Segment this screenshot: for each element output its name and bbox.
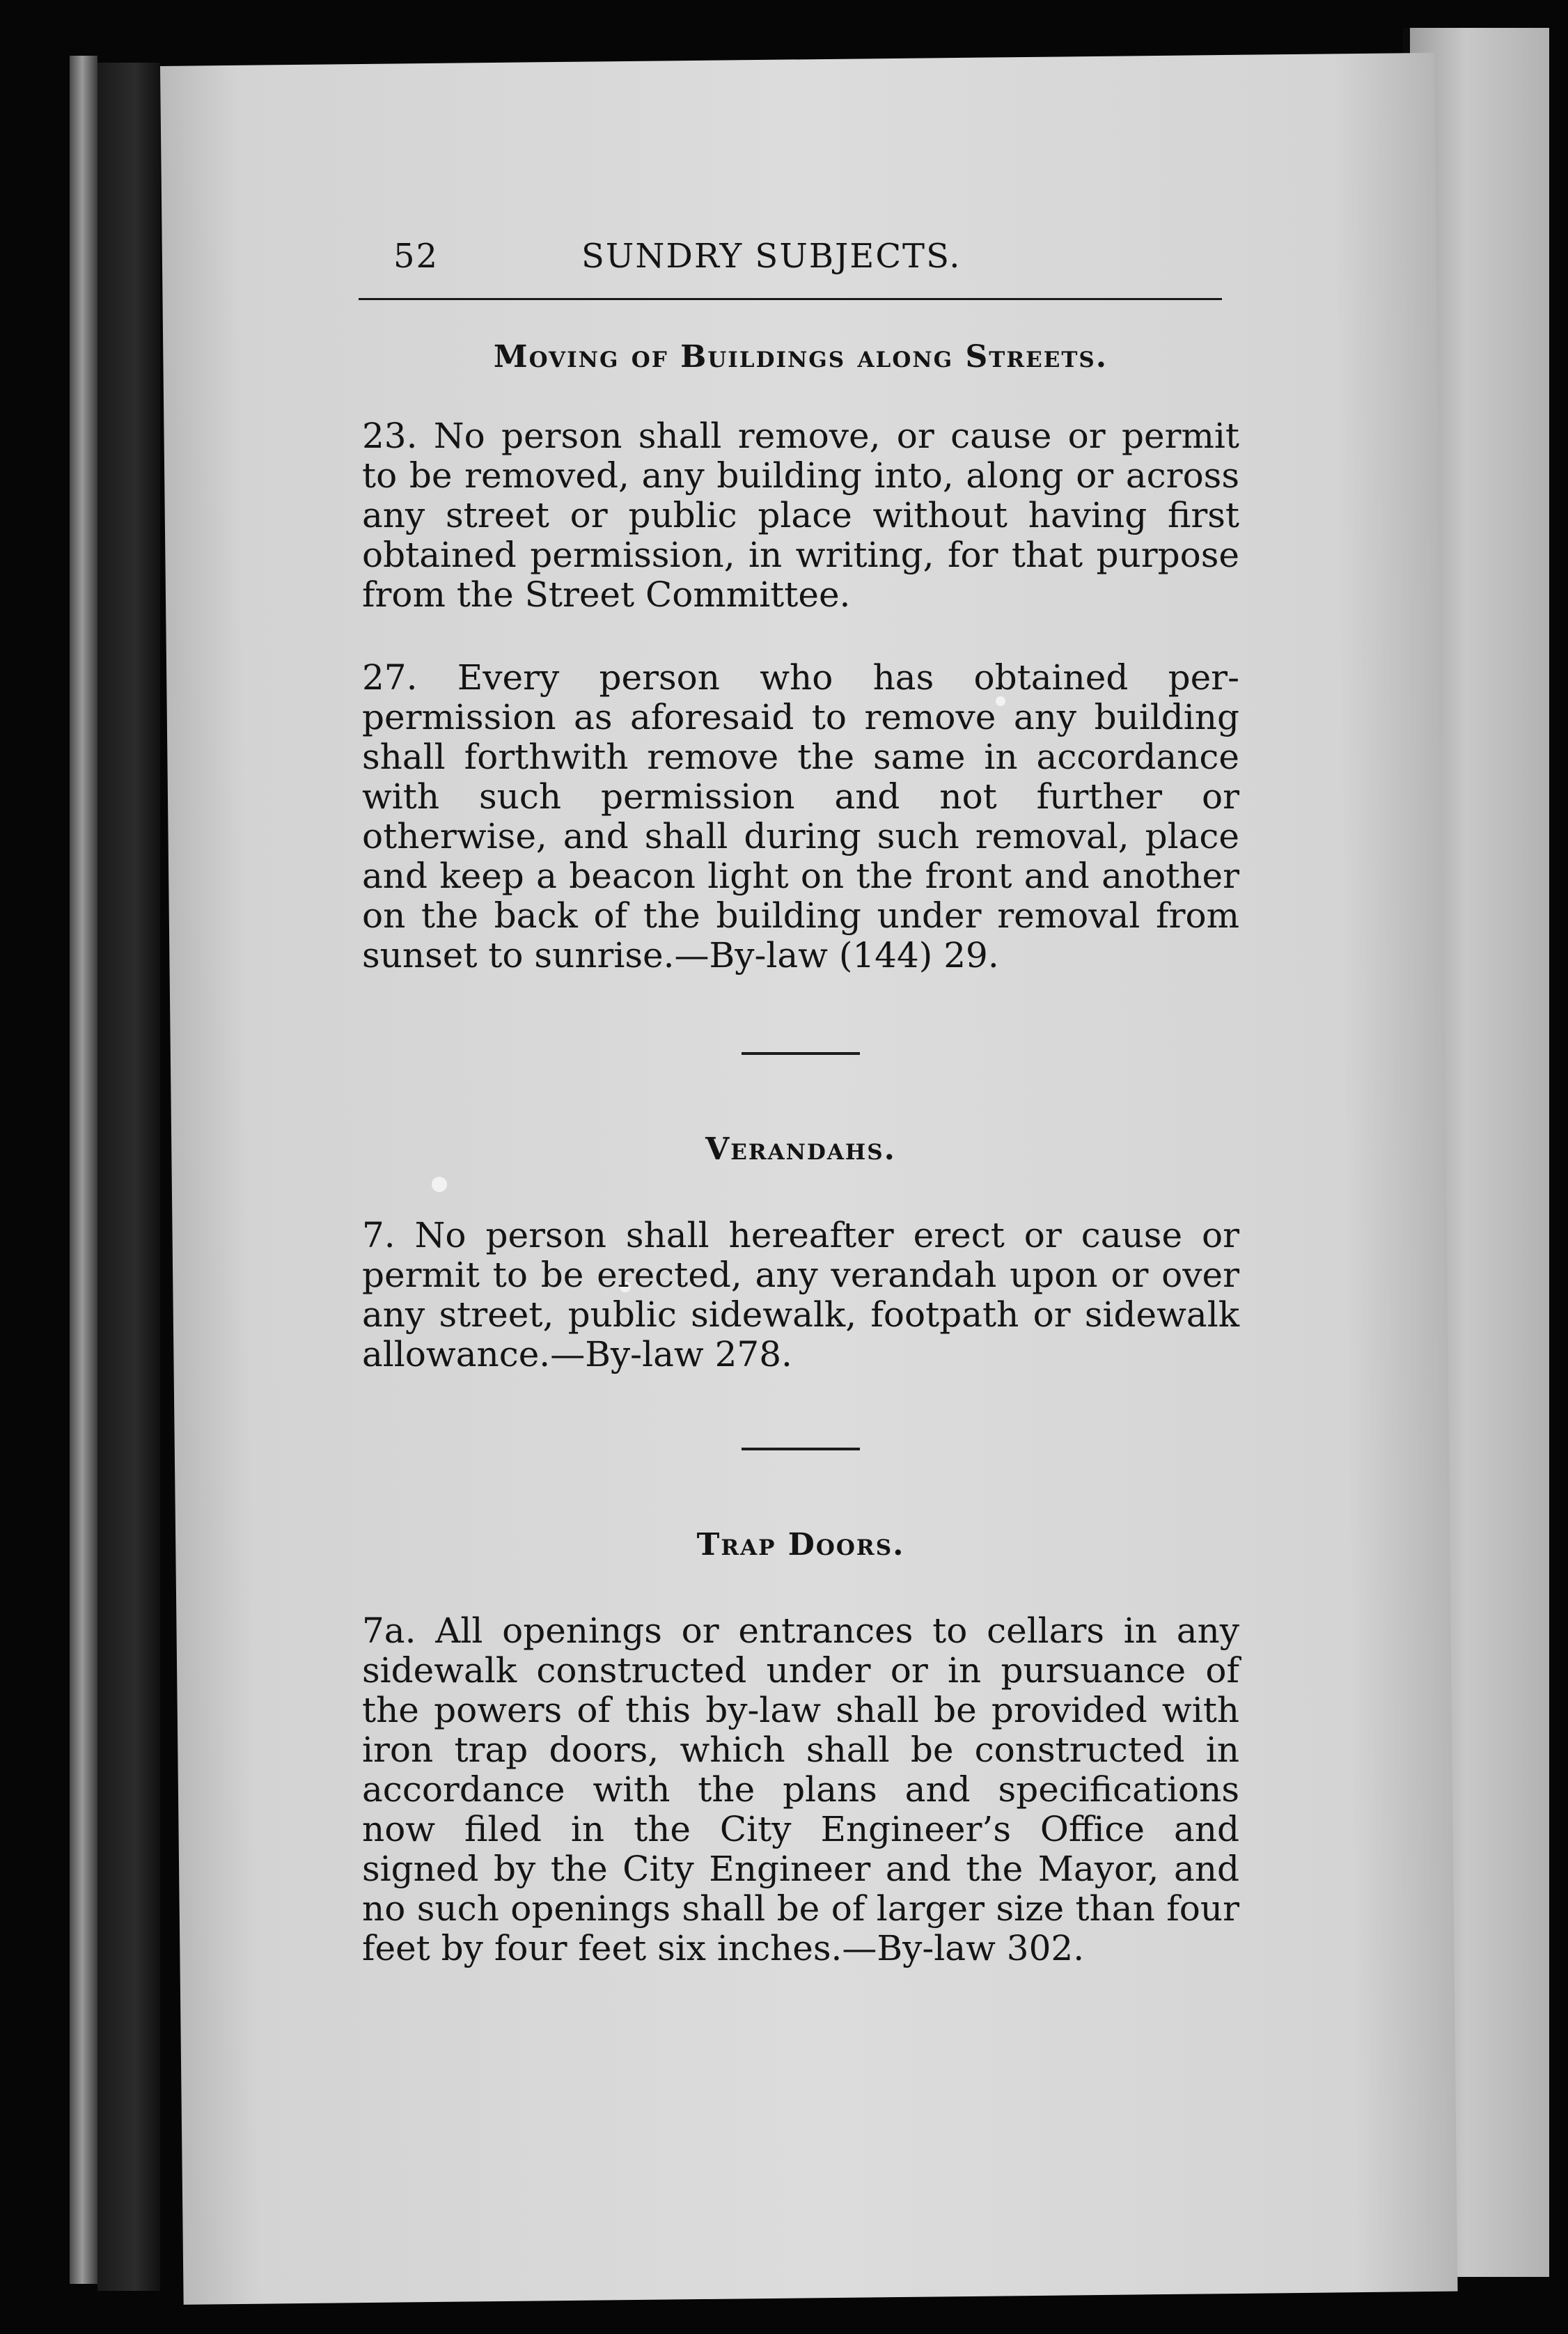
running-head xyxy=(362,230,1239,284)
paragraph-section-7a: 7a. All openings or entrances to cellars in any sidewalk constructed under or in pursuance of the powers of this by-law shall be provided with iron trap doors, which shall be constructed in accordance with the plans and specifications now filed in the City Engineer’s Office and signed by the City Engineer and the Mayor, and no such openings shall be of larger size than four feet by four feet six inches.—By-law 302. xyxy=(362,1611,1239,1968)
running-title: SUNDRY SUBJECTS. xyxy=(581,237,962,276)
page-number: 52 xyxy=(393,237,439,276)
paragraph-section-23: 23. No person shall remove, or cause or permit to be removed, any building into, along or across any street or public place without having first obtained permission, in writing, for that purpose from the Street Committee. xyxy=(362,416,1239,615)
book-spine-shadow xyxy=(97,63,160,2291)
section-heading-moving-buildings: Moving of Buildings along Streets. xyxy=(493,339,1108,375)
header-rule xyxy=(359,298,1222,300)
section-divider xyxy=(742,1052,860,1055)
paragraph-section-27: 27. Every person who has obtained perpermission as aforesaid to remove any building shall forthwith remove the same in accordance with such permission and not further or otherwise, and shall during such removal, place and keep a beacon light on the front and another on the back of the building under removal from sunset to sunrise.—By-law (144) 29. xyxy=(362,657,1239,976)
page-content xyxy=(362,230,1239,1968)
book-edge-left xyxy=(70,56,97,2284)
paragraph-section-7: 7. No person shall hereafter erect or cause or permit to be erected, any verandah upon or over any street, public sidewalk, footpath or sidewalk allowance.—By-law 278. xyxy=(362,1215,1239,1374)
section-heading-verandahs: Verandahs. xyxy=(705,1131,896,1167)
section-divider xyxy=(742,1448,860,1450)
section-heading-trap-doors: Trap Doors. xyxy=(696,1527,905,1562)
